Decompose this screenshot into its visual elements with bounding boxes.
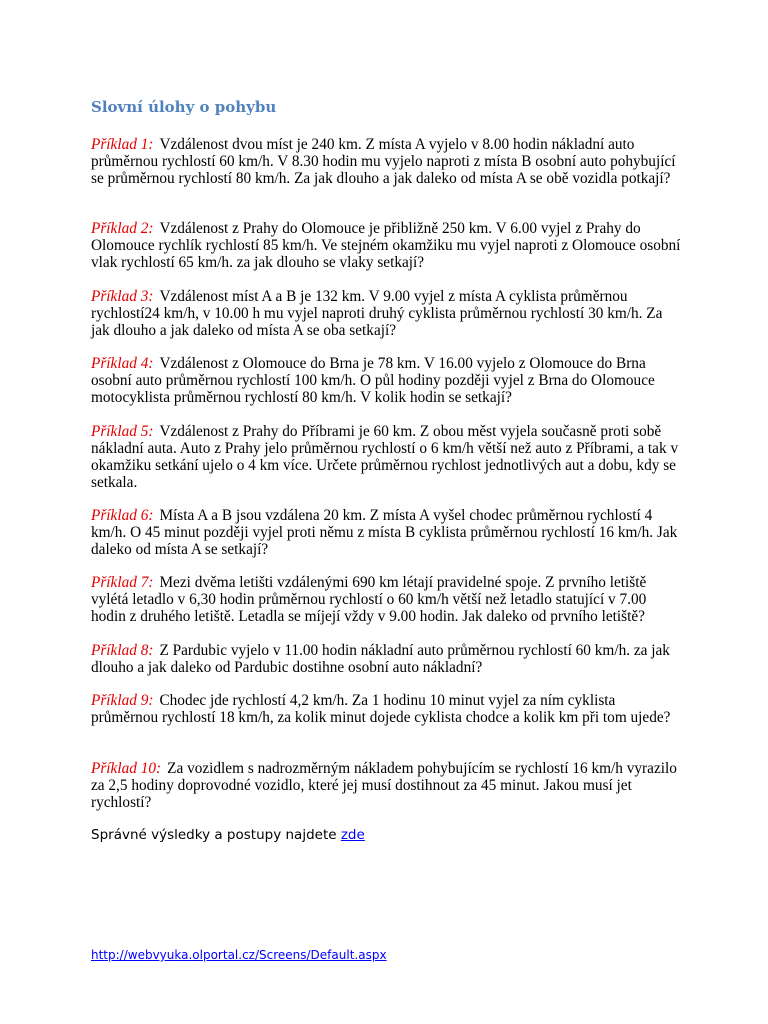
problem-9 <box>91 692 681 726</box>
source-url-link[interactable]: http://webvyuka.olportal.cz/Screens/Default.aspx <box>91 948 387 962</box>
problem-label: Příklad 4: <box>91 355 154 372</box>
problem-8 <box>91 642 681 676</box>
problem-label: Příklad 7: <box>91 574 154 591</box>
page-title: Slovní úlohy o pohybu <box>91 98 277 116</box>
problem-7 <box>91 574 681 625</box>
problem-text: Místa A a B jsou vzdálena 20 km. Z místa A vyšel chodec průměrnou rychlostí 4 km/h. O 45 minut později vyjel proti němu z místa B cyklista průměrnou rychlostí 16 km/h. Jak daleko od místa A se setkají? <box>91 507 678 558</box>
problem-10 <box>91 760 681 811</box>
problem-label: Příklad 9: <box>91 692 154 709</box>
problem-label: Příklad 10: <box>91 760 162 777</box>
results-text: Správné výsledky a postupy najdete <box>91 827 337 843</box>
problem-label: Příklad 2: <box>91 220 154 237</box>
problem-text: Za vozidlem s nadrozměrným nákladem pohybujícím se rychlostí 16 km/h vyrazilo za 2,5 hodiny doprovodné vozidlo, které jej musí dostihnout za 45 minut. Jakou musí jet rychlostí? <box>91 760 677 811</box>
problem-label: Příklad 1: <box>91 136 154 153</box>
problem-4 <box>91 355 681 406</box>
problem-6 <box>91 507 681 558</box>
problem-label: Příklad 3: <box>91 288 154 305</box>
document-page <box>91 0 691 1024</box>
problem-text: Vzdálenost dvou míst je 240 km. Z místa A vyjelo v 8.00 hodin nákladní auto průměrnou rychlostí 60 km/h. V 8.30 hodin mu vyjelo naproti z místa B osobní auto pohybující se průměrnou rychlostí 80 km/h. Za jak dlouho a jak daleko od místa A se obě vozidla potkají? <box>91 136 676 187</box>
problem-text: Vzdálenost z Olomouce do Brna je 78 km. V 16.00 vyjelo z Olomouce do Brna osobní auto průměrnou rychlostí 100 km/h. O půl hodiny později vyjel z Brna do Olomouce motocyklista průměrnou rychlostí 80 km/h. V kolik hodin se setkají? <box>91 355 655 406</box>
problem-text: Chodec jde rychlostí 4,2 km/h. Za 1 hodinu 10 minut vyjel za ním cyklista průměrnou rychlostí 18 km/h, za kolik minut dojede cyklista chodce a kolik km při tom ujede? <box>91 692 671 726</box>
problem-text: Vzdálenost z Prahy do Příbrami je 60 km. Z obou měst vyjela současně proti sobě nákladní auta. Auto z Prahy jelo průměrnou rychlostí o 6 km/h větší než auto z Příbrami, a tak v okamžiku setkání ujelo o 4 km více. Určete průměrnou rychlost jednotlivých aut a dobu, kdy se setkala. <box>91 423 679 491</box>
problem-text: Z Pardubic vyjelo v 11.00 hodin nákladní auto průměrnou rychlostí 60 km/h. za jak dlouho a jak daleko od Pardubic dostihne osobní auto nákladní? <box>91 642 670 676</box>
problem-text: Mezi dvěma letišti vzdálenými 690 km létají pravidelné spoje. Z prvního letiště vylétá letadlo v 6,30 hodin průměrnou rychlostí o 60 km/h větší než letadlo statující v 7.00 hodin z druhého letiště. Letadla se míjejí vždy v 9.00 hodin. Jak daleko od prvního letiště? <box>91 574 647 625</box>
problem-label: Příklad 6: <box>91 507 154 524</box>
problem-label: Příklad 5: <box>91 423 154 440</box>
problem-text: Vzdálenost z Prahy do Olomouce je přibližně 250 km. V 6.00 vyjel z Prahy do Olomouce rychlík rychlostí 85 km/h. Ve stejném okamžiku mu vyjel naproti z Olomouce osobní vlak rychlostí 65 km/h. za jak dlouho se vlaky setkají? <box>91 220 681 271</box>
results-link[interactable]: zde <box>340 827 365 843</box>
problem-text: Vzdálenost míst A a B je 132 km. V 9.00 vyjel z místa A cyklista průměrnou rychlostí24 km/h, v 10.00 h mu vyjel naproti druhý cyklista průměrnou rychlostí 30 km/h. Za jak dlouho a jak daleko od místa A se oba setkají? <box>91 288 663 339</box>
problem-2 <box>91 220 681 271</box>
problem-1 <box>91 136 681 187</box>
problem-3 <box>91 288 681 339</box>
problem-5 <box>91 423 681 491</box>
problem-label: Příklad 8: <box>91 642 154 659</box>
results-line <box>91 827 365 843</box>
